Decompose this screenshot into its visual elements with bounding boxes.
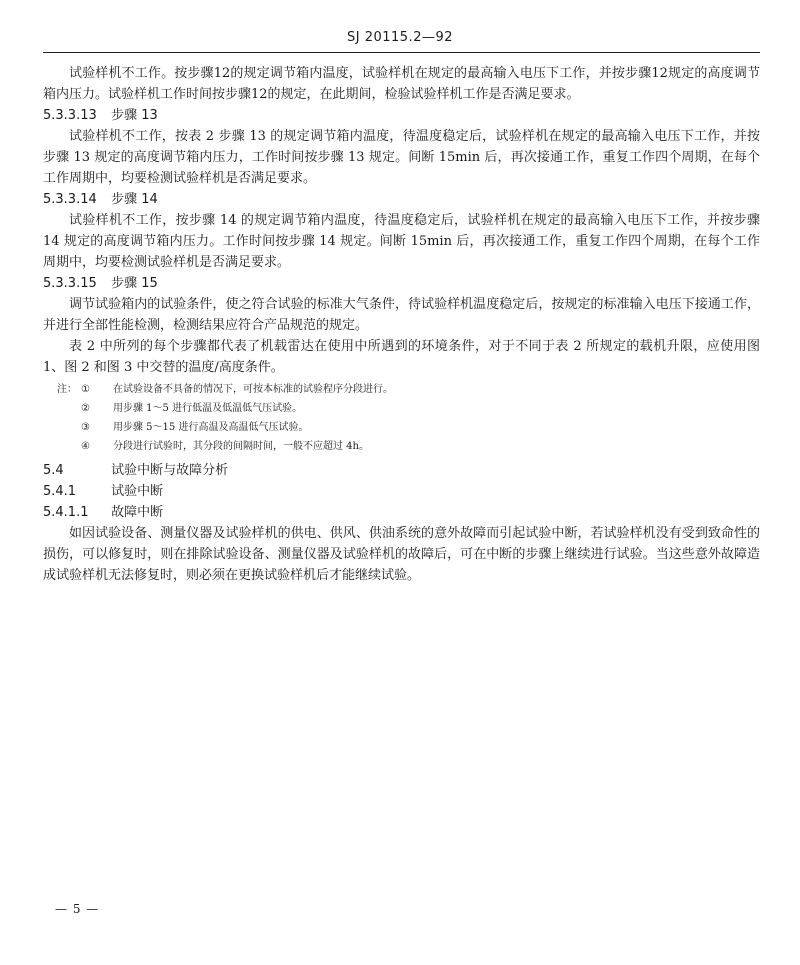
heading-5-4-1 — [43, 481, 760, 502]
paragraph-step14: 试验样机不工作，按步骤 14 的规定调节箱内温度，待温度稳定后，试验样机在规定的最高输入电压下工作，并按步骤 14 规定的高度调节箱内压力。工作时间按步骤 14 规定。间断 15min 后，再次接通工作，重复工作四个周期，在每个工作周期中，均要检测试验样机是否满足要求。 — [43, 213, 760, 270]
heading-5-4-1-1 — [43, 502, 760, 523]
document-code: SJ 20115.2—92 — [346, 30, 454, 45]
document-body — [43, 63, 760, 586]
paragraph-step12-continuation: 试验样机不工作。按步骤12的规定调节箱内温度，试验样机在规定的最高输入电压下工作，并按步骤12规定的高度调节箱内压力。试验样机工作时间按步骤12的规定，在此期间，检验试验样机工作是否满足要求。 — [43, 66, 760, 102]
note-item — [57, 399, 760, 418]
note-item — [57, 380, 760, 399]
page-number: — 5 — — [55, 902, 100, 916]
paragraph-fault-interruption: 如因试验设备、测量仪器及试验样机的供电、供风、供油系统的意外故障而引起试验中断，若试验样机没有受到致命性的损伤，可以修复时，则在排除试验设备、测量仪器及试验样机的故障后，可在中断的步骤上继续进行试验。当这些意外故障造成试验样机无法修复时，则必须在更换试验样机后才能继续试验。 — [43, 526, 760, 583]
header-rule — [43, 52, 760, 53]
heading-5-3-3-15 — [43, 273, 760, 294]
section-number: 5.3.3.13 — [43, 108, 97, 123]
heading-5-4 — [43, 460, 760, 481]
note-item — [57, 418, 760, 437]
heading-5-3-3-13 — [43, 105, 760, 126]
paragraph-step15: 调节试验箱内的试验条件，使之符合试验的标准大气条件，待试验样机温度稳定后，按规定的标准输入电压下接通工作，并进行全部性能检测，检测结果应符合产品规范的规定。 — [43, 297, 760, 333]
paragraph-step13: 试验样机不工作，按表 2 步骤 13 的规定调节箱内温度，待温度稳定后，试验样机在规定的最高输入电压下工作，并按步骤 13 规定的高度调节箱内压力，工作时间按步骤 13 规定。间断 15min 后，再次接通工作，重复工作四个周期，在每个工作周期中，均要检测试验样机是否满足要求。 — [43, 129, 760, 186]
notes-block — [57, 380, 760, 456]
section-number: 5.4 — [43, 463, 64, 478]
section-number: 5.3.3.14 — [43, 192, 97, 207]
note-number: ① — [81, 384, 90, 395]
section-title: 步骤 13 — [111, 108, 158, 123]
section-title: 故障中断 — [111, 505, 164, 520]
note-text: 用步骤 1～5 进行低温及低温低气压试验。 — [113, 403, 303, 414]
paragraph-table2-explanation: 表 2 中所列的每个步骤都代表了机载雷达在使用中所遇到的环境条件，对于不同于表 2 所规定的载机升限，应使用图 1、图 2 和图 3 中交替的温度/高度条件。 — [43, 339, 760, 375]
section-title: 步骤 14 — [111, 192, 158, 207]
section-title: 试验中断与故障分析 — [111, 463, 229, 478]
notes-label: 注： — [57, 384, 77, 395]
note-text: 在试验设备不具备的情况下，可按本标准的试验程序分段进行。 — [113, 384, 393, 395]
section-number: 5.4.1 — [43, 484, 77, 499]
note-text: 用步骤 5～15 进行高温及高温低气压试验。 — [113, 422, 309, 433]
note-number: ② — [81, 403, 90, 414]
heading-5-3-3-14 — [43, 189, 760, 210]
note-number: ③ — [81, 422, 90, 433]
section-number: 5.4.1.1 — [43, 505, 89, 520]
section-title: 步骤 15 — [111, 276, 158, 291]
note-text: 分段进行试验时，其分段的间隔时间，一般不应超过 4h。 — [113, 441, 369, 452]
section-number: 5.3.3.15 — [43, 276, 97, 291]
note-item — [57, 437, 760, 456]
section-title: 试验中断 — [111, 484, 164, 499]
note-number: ④ — [81, 441, 90, 452]
